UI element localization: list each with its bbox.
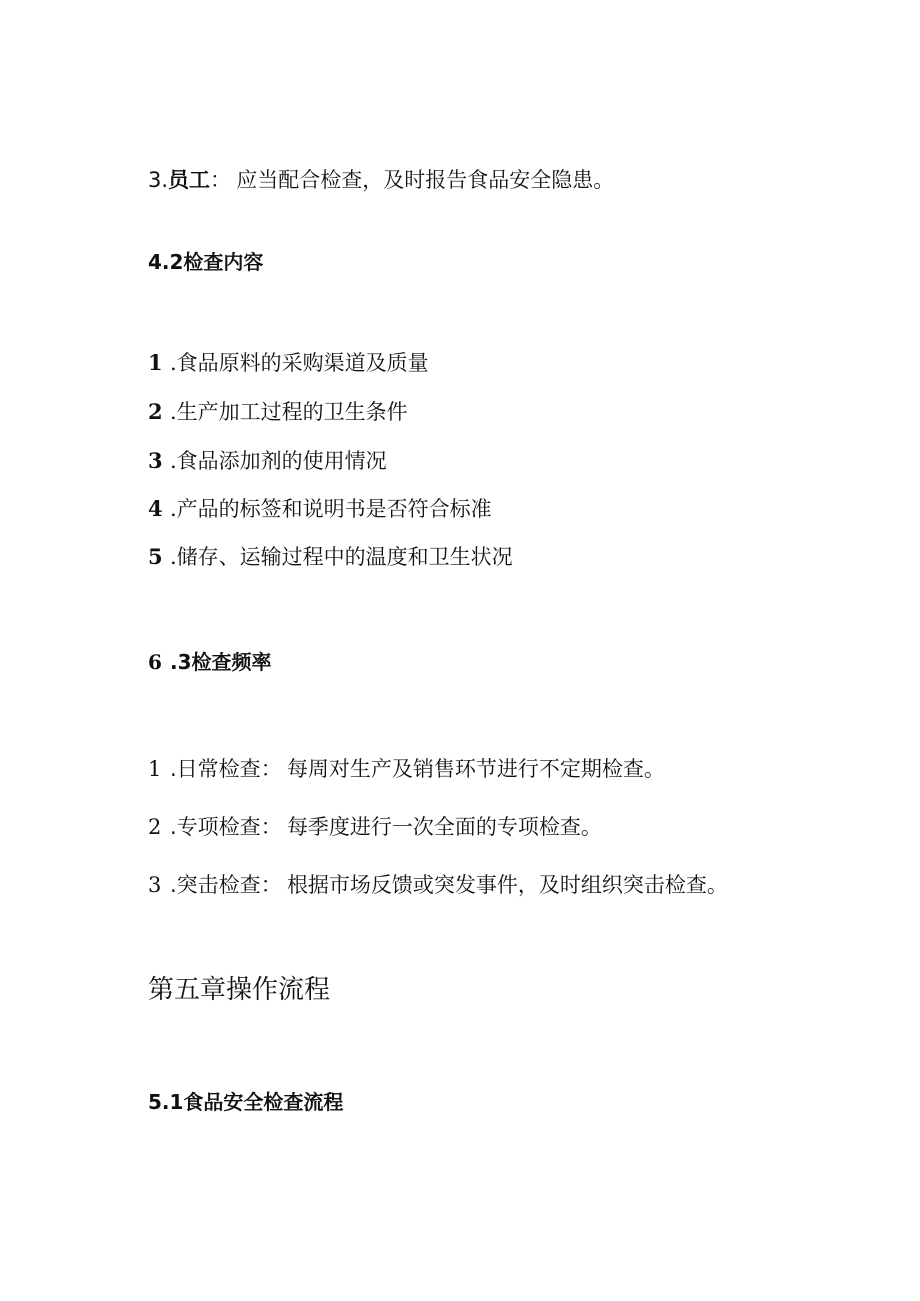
list-item-number: 4	[148, 496, 163, 521]
item-label: 员工	[168, 168, 211, 192]
list-item-text: .产品的标签和说明书是否符合标准	[170, 497, 492, 521]
list-item	[148, 401, 408, 423]
list-item	[148, 352, 429, 374]
list-item-number: 2	[148, 399, 163, 424]
section-heading-title: .3检查频率	[170, 650, 272, 674]
list-item-text: 每周对生产及销售环节进行不定期检查。	[286, 757, 665, 781]
list-item-number: 1	[148, 757, 162, 781]
list-item	[148, 546, 513, 568]
item-text: 应当配合检查，及时报告食品安全隐患。	[236, 168, 615, 192]
list-item-label: .专项检查	[170, 815, 261, 839]
list-item-text: .食品原料的采购渠道及质量	[170, 351, 429, 375]
item-number: 3.	[148, 168, 169, 192]
list-item-number: 1	[148, 350, 163, 375]
list-item-text: .食品添加剂的使用情况	[170, 449, 387, 473]
list-item-text: 每季度进行一次全面的专项检查。	[286, 815, 602, 839]
list-item	[148, 759, 665, 780]
list-item	[148, 817, 602, 838]
list-item	[148, 450, 387, 472]
list-item-text: .生产加工过程的卫生条件	[170, 400, 408, 424]
list-item-label: .日常检查	[170, 757, 261, 781]
list-item	[148, 498, 492, 520]
list-item-text: 根据市场反馈或突发事件，及时组织突击检查。	[286, 873, 728, 897]
list-item	[148, 875, 728, 896]
list-item-number: 2	[148, 815, 162, 839]
section-heading-4-2: 4.2检查内容	[148, 250, 264, 274]
list-item-label: .突击检查	[170, 873, 261, 897]
staff-responsibility-item	[148, 170, 614, 191]
list-item-number: 3	[148, 873, 162, 897]
list-item-separator: ：	[260, 815, 282, 839]
section-heading-6-3	[148, 652, 272, 673]
list-item-number: 5	[148, 544, 163, 569]
list-item-text: .储存、运输过程中的温度和卫生状况	[170, 545, 513, 569]
list-item-number: 3	[148, 448, 163, 473]
list-item-separator: ：	[260, 873, 282, 897]
section-heading-number: 6	[148, 650, 162, 674]
chapter-heading: 第五章操作流程	[148, 975, 331, 1005]
section-heading-5-1: 5.1食品安全检查流程	[148, 1090, 344, 1114]
item-separator: ：	[210, 168, 232, 192]
list-item-separator: ：	[260, 757, 282, 781]
